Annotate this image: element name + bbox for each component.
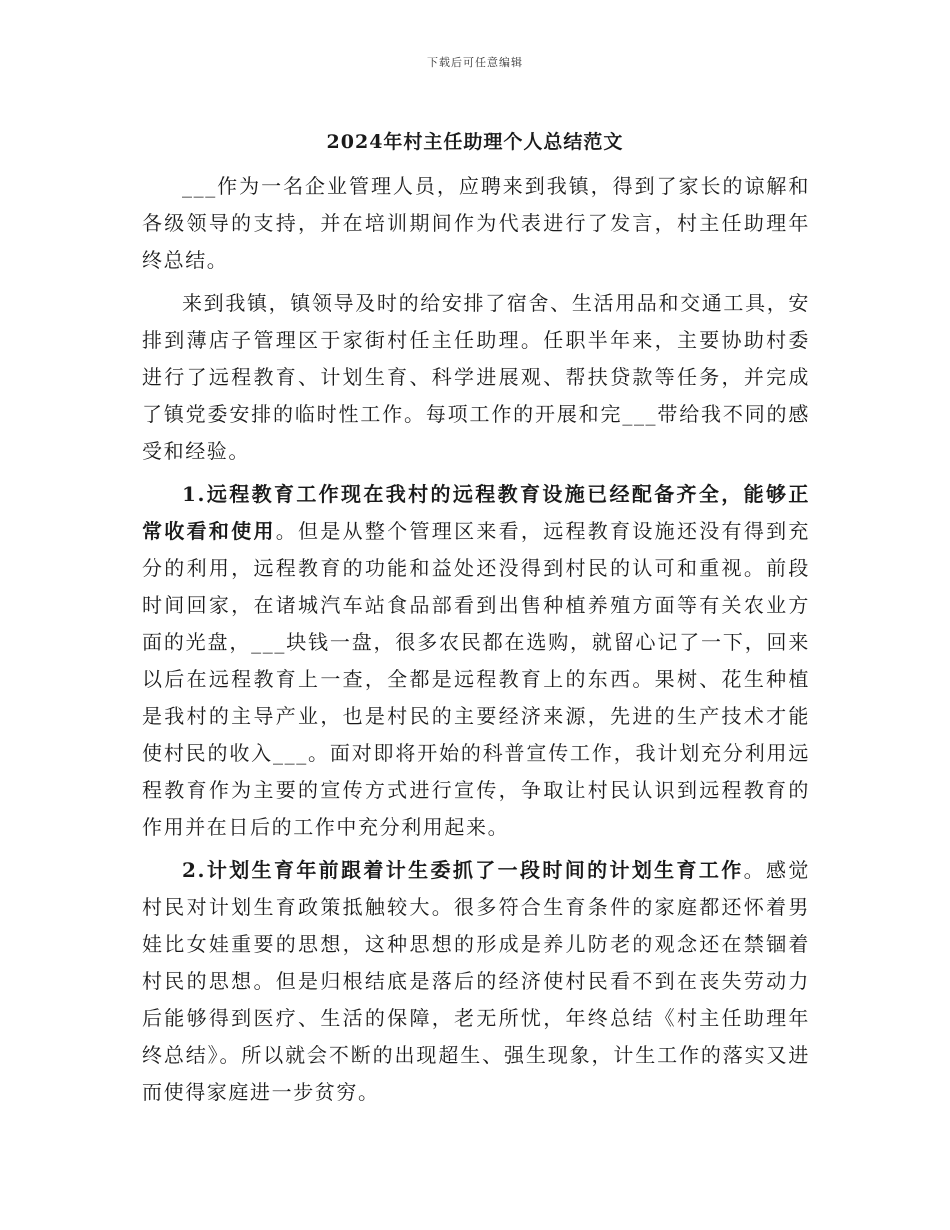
paragraph-family-planning [142,852,810,1111]
paragraph-text: 。但是从整个管理区来看，远程教育设施还没有得到充分的利用，远程教育的功能和益处还没得到村民的认可和重视。前段时间回家，在诸城汽车站食品部看到出售种植养殖方面等有关农业方面的光盘，___块钱一盘，很多农民都在选购，就留心记了一下，回来以后在远程教育上一查，全都是远程教育上的东西。果树、花生种植是我村的主导产业，也是村民的主要经济来源，先进的生产技术才能使村民的收入___。面对即将开始的科普宣传工作，我计划充分利用远程教育作为主要的宣传方式进行宣传，争取让村民认识到远程教育的作用并在日后的工作中充分利用起来。 [142,519,810,839]
paragraph-intro [142,168,810,279]
page-header-note: 下载后可任意编辑 [427,56,523,69]
paragraph-lead-heading: 1.远程教育工作现在我村的远程教育设施已经配备齐全，能够正常收看和使用 [142,482,810,543]
paragraph-lead-heading: 2.计划生育年前跟着计生委抓了一段时间的计划生育工作 [182,858,744,882]
paragraph-remote-education [142,476,810,846]
document-body [142,168,810,1117]
paragraph-text: ___作为一名企业管理人员，应聘来到我镇，得到了家长的谅解和各级领导的支持，并在培训期间作为代表进行了发言，村主任助理年终总结。 [142,174,810,272]
paragraph-text: 来到我镇，镇领导及时的给安排了宿舍、生活用品和交通工具，安排到薄店子管理区于家街村任主任助理。任职半年来，主要协助村委进行了远程教育、计划生育、科学进展观、帮扶贷款等任务，并完成了镇党委安排的临时性工作。每项工作的开展和完___带给我不同的感受和经验。 [142,291,810,463]
paragraph-text: 。感觉村民对计划生育政策抵触较大。很多符合生育条件的家庭都还怀着男娃比女娃重要的思想，这种思想的形成是养儿防老的观念还在禁锢着村民的思想。但是归根结底是落后的经济使村民看不到在丧失劳动力后能够得到医疗、生活的保障，老无所忧，年终总结《村主任助理年终总结》。所以就会不断的出现超生、强生现象，计生工作的落实又进而使得家庭进一步贫穷。 [142,858,810,1104]
paragraph-arrival [142,285,810,470]
document-title: 2024年村主任助理个人总结范文 [326,131,624,153]
